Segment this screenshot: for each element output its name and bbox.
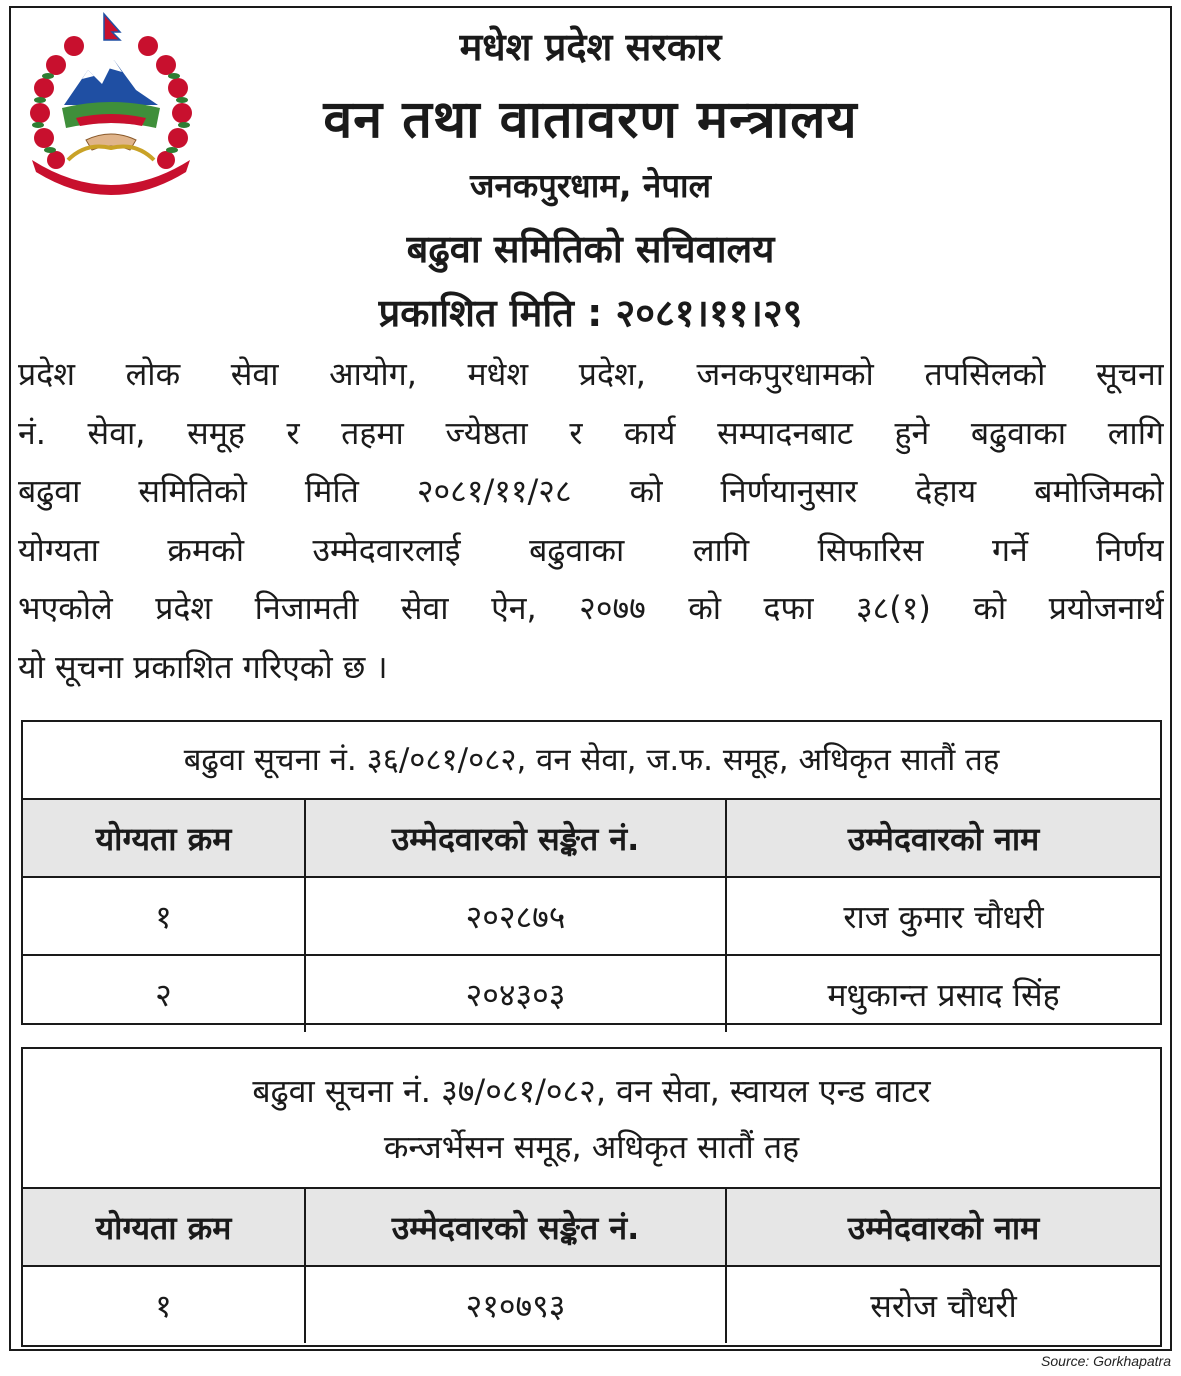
body-line: यो सूचना प्रकाशित गरिएको छ । (18, 647, 388, 686)
ministry-name: वन तथा वातावरण मन्त्रालय (323, 90, 858, 150)
promotion-notice-37 (21, 1047, 1162, 1347)
body-line: बढुवा समितिको मिति २०८१/११/२८ को निर्णयानुसार देहाय बमोजिमको (18, 472, 1164, 510)
published-date: प्रकाशित मिति : २०८१।११।२९ (378, 291, 803, 335)
promotion-notice-36 (21, 720, 1162, 1025)
notice-title-line: बढुवा सूचना नं. ३७/०८१/०८२, वन सेवा, स्वायल एन्ड वाटर (252, 1072, 931, 1110)
table-header-row (23, 1189, 1160, 1266)
body-line: नं. सेवा, समूह र तहमा ज्येष्ठता र कार्य सम्पादनबाट हुने बढुवाका लागि (18, 413, 1164, 452)
source-credit: Source: Gorkhapatra (1041, 1353, 1171, 1369)
notice-title (23, 1049, 1160, 1189)
column-header-code: उम्मेदवारको सङ्केत नं. (305, 800, 726, 877)
cell-code: २०४३०३ (305, 955, 726, 1032)
column-header-name: उम्मेदवारको नाम (726, 1189, 1160, 1266)
cell-name: मधुकान्त प्रसाद सिंह (726, 955, 1160, 1032)
cell-code: २१०७९३ (305, 1266, 726, 1343)
column-header-rank: योग्यता क्रम (23, 800, 305, 877)
table-row (23, 1266, 1160, 1343)
cell-rank: १ (23, 877, 305, 955)
cell-name: राज कुमार चौधरी (726, 877, 1160, 955)
notice-title (23, 722, 1160, 800)
column-header-name: उम्मेदवारको नाम (726, 800, 1160, 877)
cell-rank: १ (23, 1266, 305, 1343)
body-line: भएकोले प्रदेश निजामती सेवा ऐन, २०७७ को दफा ३८(१) को प्रयोजनार्थ (18, 589, 1164, 627)
table-header-row (23, 800, 1160, 877)
table-row (23, 955, 1160, 1032)
office-location: जनकपुरधाम, नेपाल (470, 166, 711, 205)
column-header-rank: योग्यता क्रम (23, 1189, 305, 1266)
table-row (23, 877, 1160, 955)
candidate-table (23, 1189, 1160, 1343)
cell-rank: २ (23, 955, 305, 1032)
cell-name: सरोज चौधरी (726, 1266, 1160, 1343)
notice-title-line: कन्जर्भेसन समूह, अधिकृत सातौं तह (383, 1128, 800, 1166)
column-header-code: उम्मेदवारको सङ्केत नं. (305, 1189, 726, 1266)
office-title: बढुवा समितिको सचिवालय (406, 227, 775, 271)
government-name: मधेश प्रदेश सरकार (459, 25, 722, 69)
body-line: योग्यता क्रमको उम्मेदवारलाई बढुवाका लागि सिफारिस गर्ने निर्णय (18, 530, 1164, 569)
cell-code: २०२८७५ (305, 877, 726, 955)
body-line: प्रदेश लोक सेवा आयोग, मधेश प्रदेश, जनकपुरधामको तपसिलको सूचना (18, 355, 1164, 393)
notice-title-line: बढुवा सूचना नं. ३६/०८१/०८२, वन सेवा, ज.फ. समूह, अधिकृत सातौं तह (183, 742, 1000, 778)
candidate-table (23, 800, 1160, 1032)
notice-body (18, 345, 1164, 696)
